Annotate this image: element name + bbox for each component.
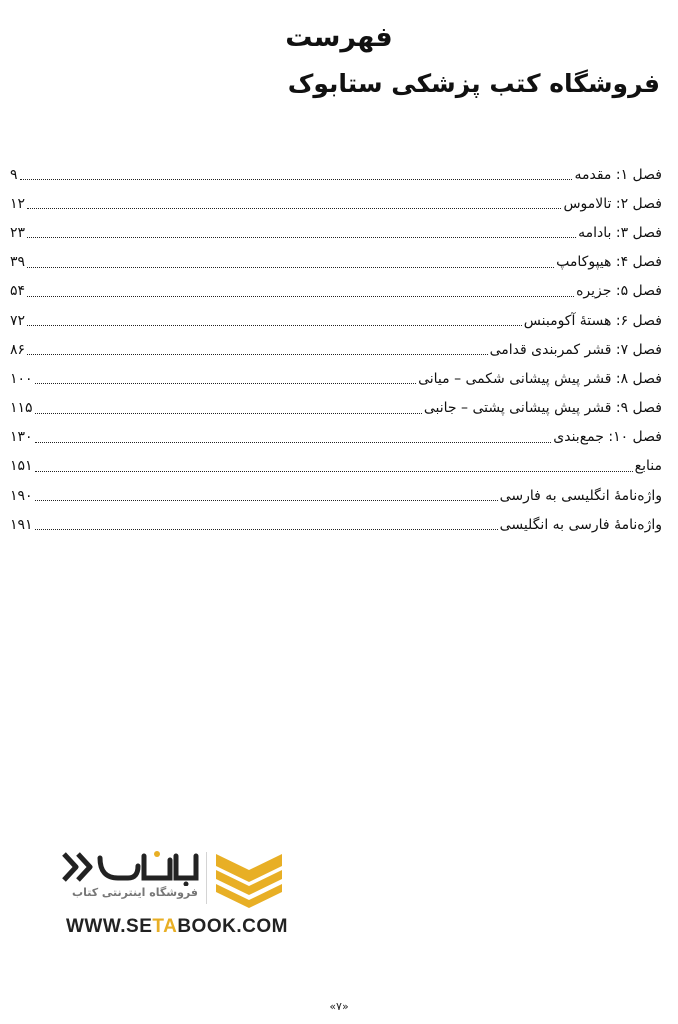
toc-item-glossary-fa-en[interactable]	[10, 510, 662, 539]
toc-item-label: فصل ۷: قشر کمربندی قدامی	[489, 341, 662, 358]
toc-item-chapter-3[interactable]	[10, 218, 662, 247]
store-url-accent: TA	[152, 916, 178, 937]
toc-item-page: ۵۴	[10, 283, 26, 300]
toc-item-page: ۱۳۰	[10, 429, 33, 446]
toc-item-page: ۱۲	[10, 195, 26, 212]
toc-item-chapter-10[interactable]	[10, 423, 662, 452]
setabook-wordmark-icon	[60, 848, 200, 886]
page-title: فهرست	[285, 22, 393, 53]
toc-item-page: ۱۱۵	[10, 400, 33, 417]
toc-dot-leader	[35, 383, 417, 384]
book-stack-emblem-icon	[214, 848, 284, 908]
toc-item-chapter-2[interactable]	[10, 189, 662, 218]
store-url-suffix: BOOK.COM	[177, 916, 288, 937]
toc-item-label: فصل ۹: قشر پیش پیشانی پشتی – جانبی	[423, 400, 662, 417]
toc-item-label: فصل ۲: تالاموس	[563, 195, 662, 212]
toc-item-label: واژه‌نامهٔ انگلیسی به فارسی	[499, 487, 662, 504]
logo-tagline: فروشگاه اینترنتی کتاب	[72, 886, 198, 899]
toc-dot-leader	[27, 237, 576, 238]
toc-item-page: ۱۹۰	[10, 487, 33, 504]
toc-item-page: ۳۹	[10, 254, 26, 271]
toc-item-label: واژه‌نامهٔ فارسی به انگلیسی	[499, 516, 662, 533]
toc-item-chapter-4[interactable]	[10, 248, 662, 277]
toc-dot-leader	[27, 296, 574, 297]
toc-item-references[interactable]	[10, 452, 662, 481]
toc-dot-leader	[27, 354, 488, 355]
toc-dot-leader	[27, 325, 522, 326]
toc-item-chapter-1[interactable]	[10, 160, 662, 189]
toc-item-page: ۷۲	[10, 312, 26, 329]
toc-dot-leader	[20, 179, 573, 180]
toc-item-page: ۱۵۱	[10, 458, 33, 475]
logo-divider	[206, 852, 207, 904]
toc-dot-leader	[35, 471, 633, 472]
toc-item-label: فصل ۴: هیپوکامپ	[556, 254, 662, 271]
toc-item-label: فصل ۸: قشر پیش پیشانی شکمی – میانی	[418, 370, 662, 387]
page-number: «۷»	[329, 1000, 349, 1013]
toc-dot-leader	[35, 442, 552, 443]
toc-item-chapter-5[interactable]	[10, 277, 662, 306]
toc-item-label: فصل ۱۰: جمع‌بندی	[553, 429, 662, 446]
toc-item-page: ۱۰۰	[10, 370, 33, 387]
table-of-contents	[10, 160, 662, 539]
store-url[interactable]	[66, 916, 288, 938]
toc-item-page: ۹	[10, 166, 18, 183]
toc-item-chapter-9[interactable]	[10, 394, 662, 423]
toc-item-label: منابع	[634, 458, 662, 475]
setabook-logo	[56, 848, 296, 948]
toc-item-page: ۲۳	[10, 224, 26, 241]
toc-item-label: فصل ۶: هستهٔ آکومبنس	[523, 312, 662, 329]
toc-item-page: ۱۹۱	[10, 516, 33, 533]
store-title: فروشگاه کتب پزشکی ستابوک	[287, 69, 660, 98]
toc-item-chapter-8[interactable]	[10, 364, 662, 393]
store-url-prefix: WWW.SE	[66, 916, 153, 937]
toc-item-chapter-6[interactable]	[10, 306, 662, 335]
toc-item-chapter-7[interactable]	[10, 335, 662, 364]
toc-dot-leader	[35, 413, 422, 414]
toc-item-page: ۸۶	[10, 341, 26, 358]
toc-dot-leader	[35, 500, 498, 501]
toc-dot-leader	[27, 208, 561, 209]
toc-dot-leader	[27, 267, 554, 268]
toc-item-glossary-en-fa[interactable]	[10, 481, 662, 510]
toc-item-label: فصل ۵: جزیره	[576, 283, 662, 300]
toc-dot-leader	[35, 529, 498, 530]
toc-item-label: فصل ۳: بادامه	[578, 224, 662, 241]
toc-item-label: فصل ۱: مقدمه	[574, 166, 662, 183]
